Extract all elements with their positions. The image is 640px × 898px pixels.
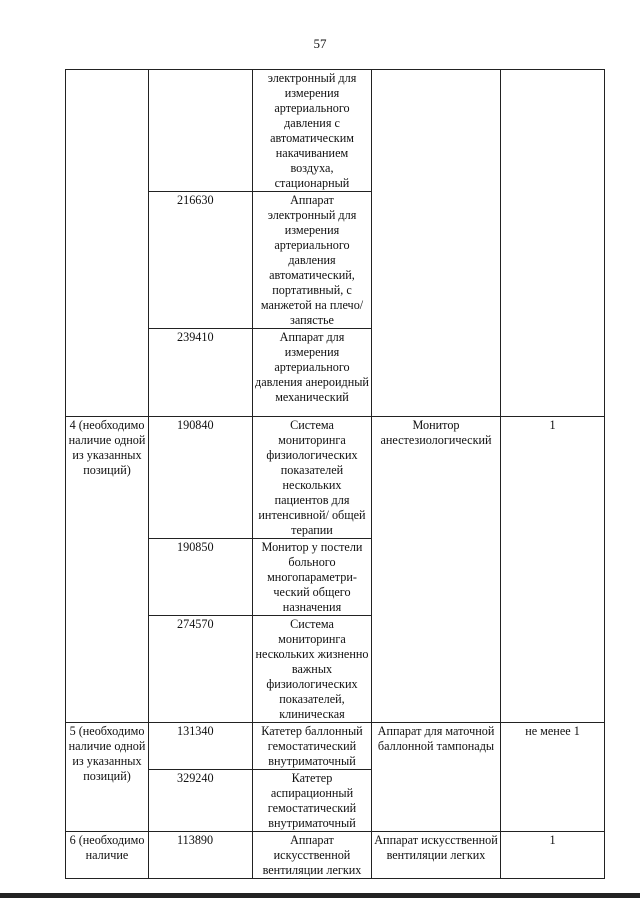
table-row (66, 70, 605, 192)
equipment-cell: Аппарат искусственной вентиляции легких (372, 832, 501, 879)
group-cell: 5 (необходимо наличие одной из указанных позиций) (66, 723, 149, 832)
code-cell: 113890 (149, 832, 253, 879)
name-cell: электронный для измерения артериального давления с автоматическим накачиванием воздуха, стационарный (253, 70, 372, 192)
name-cell: Монитор у постели больного многопараметри-ческий общего назначения (253, 539, 372, 616)
quantity-cell: не менее 1 (501, 723, 605, 832)
equipment-table (65, 69, 605, 879)
table-row (66, 832, 605, 879)
page-number: 57 (313, 36, 327, 51)
code-cell (149, 70, 253, 192)
equipment-cell (372, 70, 501, 417)
name-cell: Аппарат искусственной вентиляции легких (253, 832, 372, 879)
code-cell: 239410 (149, 329, 253, 417)
equipment-cell: Монитор анестезиологический (372, 417, 501, 723)
name-cell: Система мониторинга нескольких жизненно важных физиологических показателей, клиническая (253, 616, 372, 723)
group-cell: 4 (необходимо наличие одной из указанных позиций) (66, 417, 149, 723)
table-row (66, 723, 605, 770)
code-cell: 190850 (149, 539, 253, 616)
scan-edge (0, 893, 640, 898)
code-cell: 329240 (149, 770, 253, 832)
name-cell: Аппарат электронный для измерения артериального давления автоматический, портативный, с манжетой на плечо/запястье (253, 192, 372, 329)
group-cell (66, 70, 149, 417)
quantity-cell: 1 (501, 832, 605, 879)
code-cell: 131340 (149, 723, 253, 770)
code-cell: 216630 (149, 192, 253, 329)
table-row (66, 417, 605, 539)
quantity-cell: 1 (501, 417, 605, 723)
code-cell: 190840 (149, 417, 253, 539)
name-cell: Катетер баллонный гемостатический внутриматочный (253, 723, 372, 770)
name-cell: Катетер аспирационный гемостатический внутриматочный (253, 770, 372, 832)
equipment-cell: Аппарат для маточной баллонной тампонады (372, 723, 501, 832)
code-cell: 274570 (149, 616, 253, 723)
quantity-cell (501, 70, 605, 417)
name-cell: Аппарат для измерения артериального давления анероидный механический (253, 329, 372, 417)
name-cell: Система мониторинга физиологических показателей нескольких пациентов для интенсивной/ общей терапии (253, 417, 372, 539)
group-cell: 6 (необходимо наличие (66, 832, 149, 879)
